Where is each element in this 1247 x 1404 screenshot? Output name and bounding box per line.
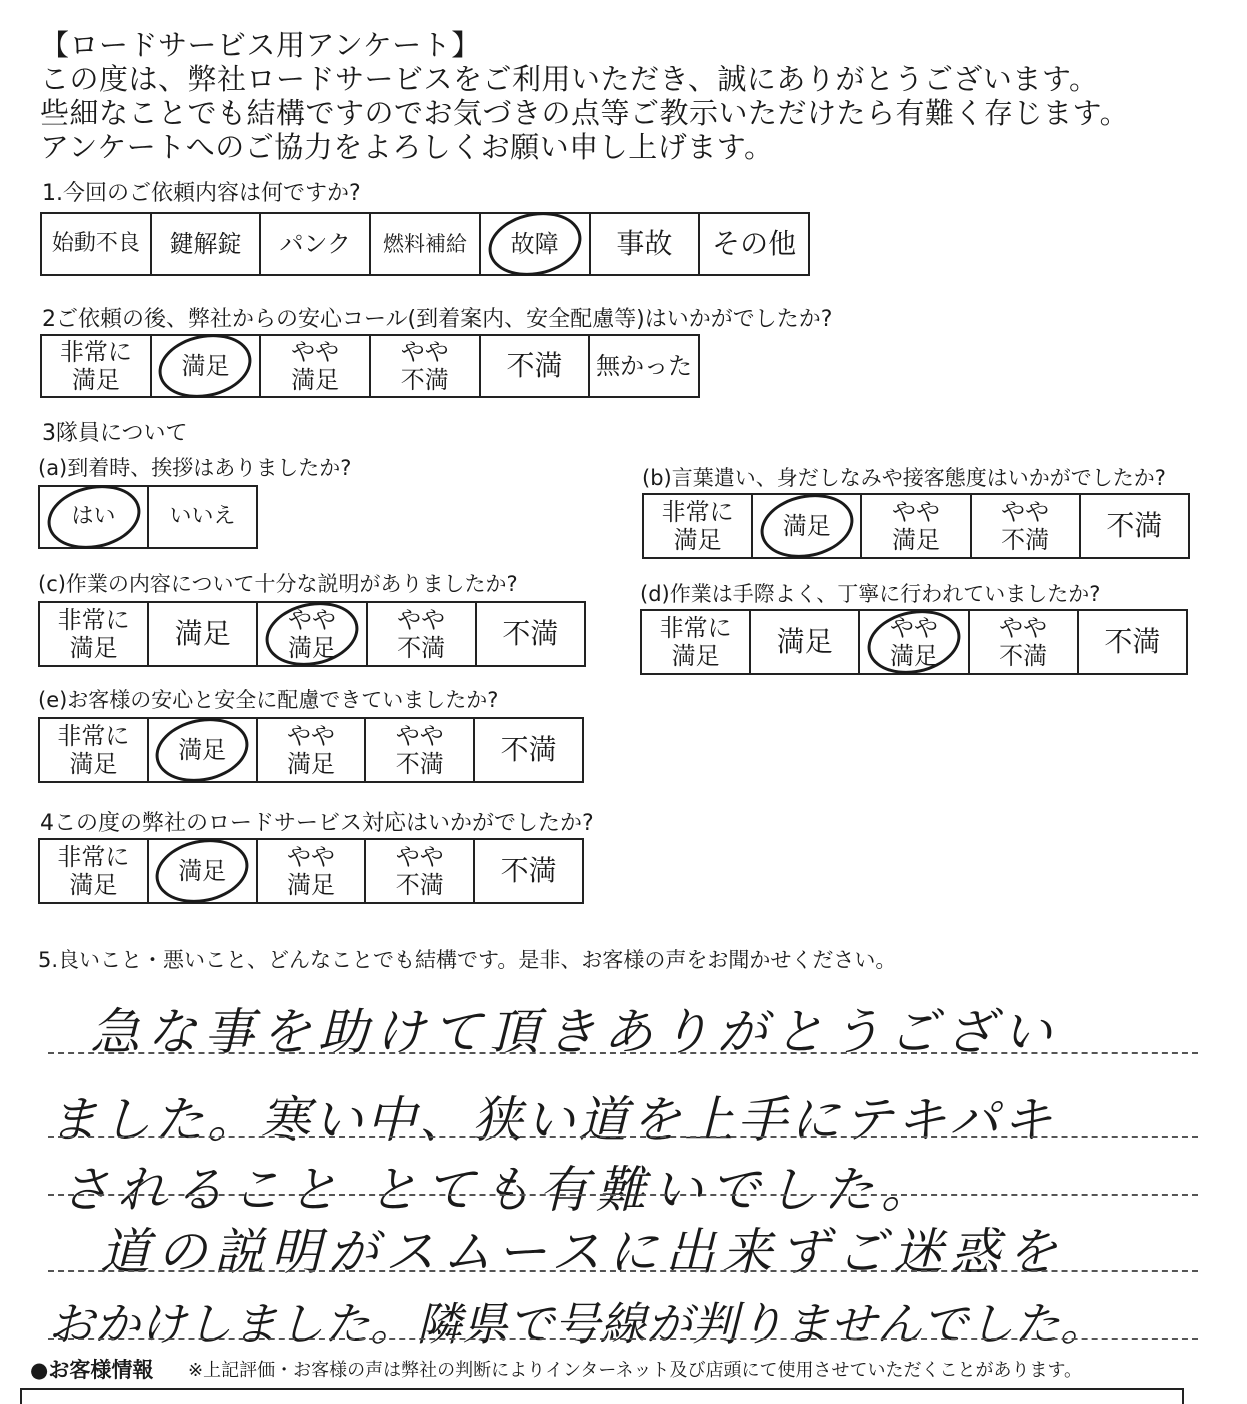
q3d-option-label: やや 満足 xyxy=(889,614,938,670)
q2-row xyxy=(41,335,699,397)
q1-row xyxy=(41,213,809,275)
q3e-option[interactable] xyxy=(365,718,474,782)
q2-option-label: 不満 xyxy=(506,349,563,382)
q3c-question: (c)作業の内容について十分な説明がありましたか? xyxy=(38,572,518,596)
q3a-option-selected[interactable] xyxy=(39,486,148,548)
q3b-option[interactable] xyxy=(971,494,1080,558)
q1-option-selected[interactable] xyxy=(480,213,590,275)
q1-option[interactable] xyxy=(370,213,480,275)
q3d-option[interactable] xyxy=(641,610,750,674)
q1-option[interactable] xyxy=(41,213,151,275)
comment-text-1: 急な事を助けて頂きありがとうござい xyxy=(90,1003,1059,1061)
q3b-option-label: やや 満足 xyxy=(891,498,940,554)
comment-line-2 xyxy=(0,1080,1247,1152)
q1-option[interactable] xyxy=(590,213,700,275)
q1-option[interactable] xyxy=(151,213,261,275)
q3e-option[interactable] xyxy=(474,718,583,782)
q3d-option-selected[interactable] xyxy=(859,610,968,674)
q5-question: 5.良いこと・悪いこと、どんなことでも結構です。是非、お客様の声をお聞かせください。 xyxy=(38,948,897,972)
q3d-option[interactable] xyxy=(969,610,1078,674)
q2-option-label: 無かった xyxy=(596,352,693,380)
q3c-option-label: 非常に 満足 xyxy=(57,606,130,662)
q4-option[interactable] xyxy=(257,839,366,903)
q3d-option[interactable] xyxy=(750,610,859,674)
q3e-option-label: やや 不満 xyxy=(395,722,444,778)
customer-info-label: ●お客様情報 xyxy=(30,1358,154,1382)
q3b-options xyxy=(642,493,1190,559)
q1-question: 1.今回のご依頼内容は何ですか? xyxy=(42,181,361,206)
q2-options xyxy=(40,334,700,398)
q3e-option[interactable] xyxy=(39,718,148,782)
q4-options xyxy=(38,838,584,904)
q2-option-label: やや 満足 xyxy=(291,338,340,394)
q3e-row xyxy=(39,718,583,782)
q2-option[interactable] xyxy=(370,335,480,397)
q1-option-label: パンク xyxy=(279,230,352,258)
usage-note: ※上記評価・お客様の声は弊社の判断によりインターネット及び店頭にて使用させていただくことがあります。 xyxy=(188,1360,1083,1381)
q3b-option[interactable] xyxy=(1080,494,1189,558)
q3e-options xyxy=(38,717,584,783)
q3c-row xyxy=(39,602,585,666)
comment-text-3: されること とても有難いでした。 xyxy=(60,1161,938,1219)
q3-heading: 3隊員について xyxy=(42,421,188,446)
q3d-row xyxy=(641,610,1187,674)
q3a-options xyxy=(38,485,258,549)
q3d-option-label: 満足 xyxy=(776,625,833,658)
q2-option-label: 非常に 満足 xyxy=(59,338,132,394)
q3c-option[interactable] xyxy=(148,602,257,666)
q3c-option-label: 不満 xyxy=(502,617,559,650)
q3c-option[interactable] xyxy=(367,602,476,666)
comment-line-5 xyxy=(0,1288,1247,1354)
comment-line-4 xyxy=(0,1212,1247,1284)
q2-question: 2ご依頼の後、弊社からの安心コール(到着案内、安全配慮等)はいかがでしたか? xyxy=(42,307,833,332)
q4-option-label: 不満 xyxy=(500,854,557,887)
q4-row xyxy=(39,839,583,903)
q3d-options xyxy=(640,609,1188,675)
q3e-option-label: 非常に 満足 xyxy=(57,722,130,778)
q3b-option[interactable] xyxy=(861,494,970,558)
q3e-option-label: 満足 xyxy=(178,736,227,764)
q3b-option-label: 不満 xyxy=(1106,509,1163,542)
q2-option[interactable] xyxy=(41,335,151,397)
q2-option-selected[interactable] xyxy=(151,335,261,397)
q3c-option[interactable] xyxy=(476,602,585,666)
dashed-rule xyxy=(48,1338,1198,1340)
q3c-option-selected[interactable] xyxy=(257,602,366,666)
q3e-option-label: やや 満足 xyxy=(286,722,335,778)
q3e-option[interactable] xyxy=(257,718,366,782)
q4-option[interactable] xyxy=(39,839,148,903)
q1-option[interactable] xyxy=(260,213,370,275)
dashed-rule xyxy=(48,1136,1198,1138)
q3a-option-label: はい xyxy=(71,504,116,529)
dashed-rule xyxy=(48,1194,1198,1196)
q1-options xyxy=(40,212,810,276)
q2-option-label: やや 不満 xyxy=(400,338,449,394)
q1-option-label: 故障 xyxy=(510,230,559,258)
q2-option[interactable] xyxy=(589,335,699,397)
q1-option-label: 鍵解錠 xyxy=(169,230,242,258)
intro-line-3: アンケートへのご協力をよろしくお願い申し上げます。 xyxy=(40,130,774,164)
q4-option[interactable] xyxy=(474,839,583,903)
q3d-option-label: 不満 xyxy=(1104,625,1161,658)
comment-text-5: おかけしました。隣県で号線が判りませんでした。 xyxy=(48,1297,1106,1351)
intro-line-2: 些細なことでも結構ですのでお気づきの点等ご教示いただけたら有難く存じます。 xyxy=(40,96,1130,130)
q3b-option-label: 非常に 満足 xyxy=(661,498,734,554)
q4-option-label: やや 不満 xyxy=(395,843,444,899)
intro-line-1: この度は、弊社ロードサービスをご利用いただき、誠にありがとうございます。 xyxy=(40,62,1099,96)
q3d-option-label: やや 不満 xyxy=(999,614,1048,670)
q3a-question: (a)到着時、挨拶はありましたか? xyxy=(38,456,352,480)
survey-title: 【ロードサービス用アンケート】 xyxy=(40,28,481,62)
q1-option-label: 始動不良 xyxy=(51,231,140,256)
q1-option[interactable] xyxy=(699,213,809,275)
q3d-option-label: 非常に 満足 xyxy=(659,614,732,670)
dashed-rule xyxy=(48,1052,1198,1054)
q4-option-label: 非常に 満足 xyxy=(57,843,130,899)
q3c-option-label: やや 満足 xyxy=(287,606,336,662)
q3b-option[interactable] xyxy=(643,494,752,558)
q2-option[interactable] xyxy=(260,335,370,397)
q3b-question: (b)言葉遣い、身だしなみや接客態度はいかがでしたか? xyxy=(642,466,1166,490)
q3b-option-label: やや 不満 xyxy=(1001,498,1050,554)
q4-option-label: 満足 xyxy=(178,857,227,885)
q4-question: 4この度の弊社のロードサービス対応はいかがでしたか? xyxy=(40,811,594,836)
q4-option-selected[interactable] xyxy=(148,839,257,903)
comment-text-2: ました。寒い中、狭い道を上手にテキパキ xyxy=(48,1091,1055,1149)
q1-option-label: 事故 xyxy=(616,227,673,260)
q1-option-label: その他 xyxy=(712,227,797,260)
q3c-option-label: 満足 xyxy=(174,617,231,650)
q3a-row xyxy=(39,486,257,548)
q3a-option-label: いいえ xyxy=(169,504,236,529)
q3c-option[interactable] xyxy=(39,602,148,666)
q3d-question: (d)作業は手際よく、丁寧に行われていましたか? xyxy=(640,582,1101,606)
dashed-rule xyxy=(48,1270,1198,1272)
q3b-option-selected[interactable] xyxy=(752,494,861,558)
q2-option-label: 満足 xyxy=(181,352,230,380)
q3b-row xyxy=(643,494,1189,558)
q3c-option-label: やや 不満 xyxy=(397,606,446,662)
q4-option[interactable] xyxy=(365,839,474,903)
q3d-option[interactable] xyxy=(1078,610,1187,674)
q2-option[interactable] xyxy=(480,335,590,397)
q3e-question: (e)お客様の安心と安全に配慮できていましたか? xyxy=(38,688,499,712)
q1-option-label: 燃料補給 xyxy=(382,232,467,256)
q3a-option[interactable] xyxy=(148,486,257,548)
q4-option-label: やや 満足 xyxy=(286,843,335,899)
q3b-option-label: 満足 xyxy=(782,512,831,540)
comment-text-4: 道の説明がスムースに出来ずご迷惑を xyxy=(100,1223,1064,1281)
q3c-options xyxy=(38,601,586,667)
q3e-option-selected[interactable] xyxy=(148,718,257,782)
q3e-option-label: 不満 xyxy=(500,733,557,766)
